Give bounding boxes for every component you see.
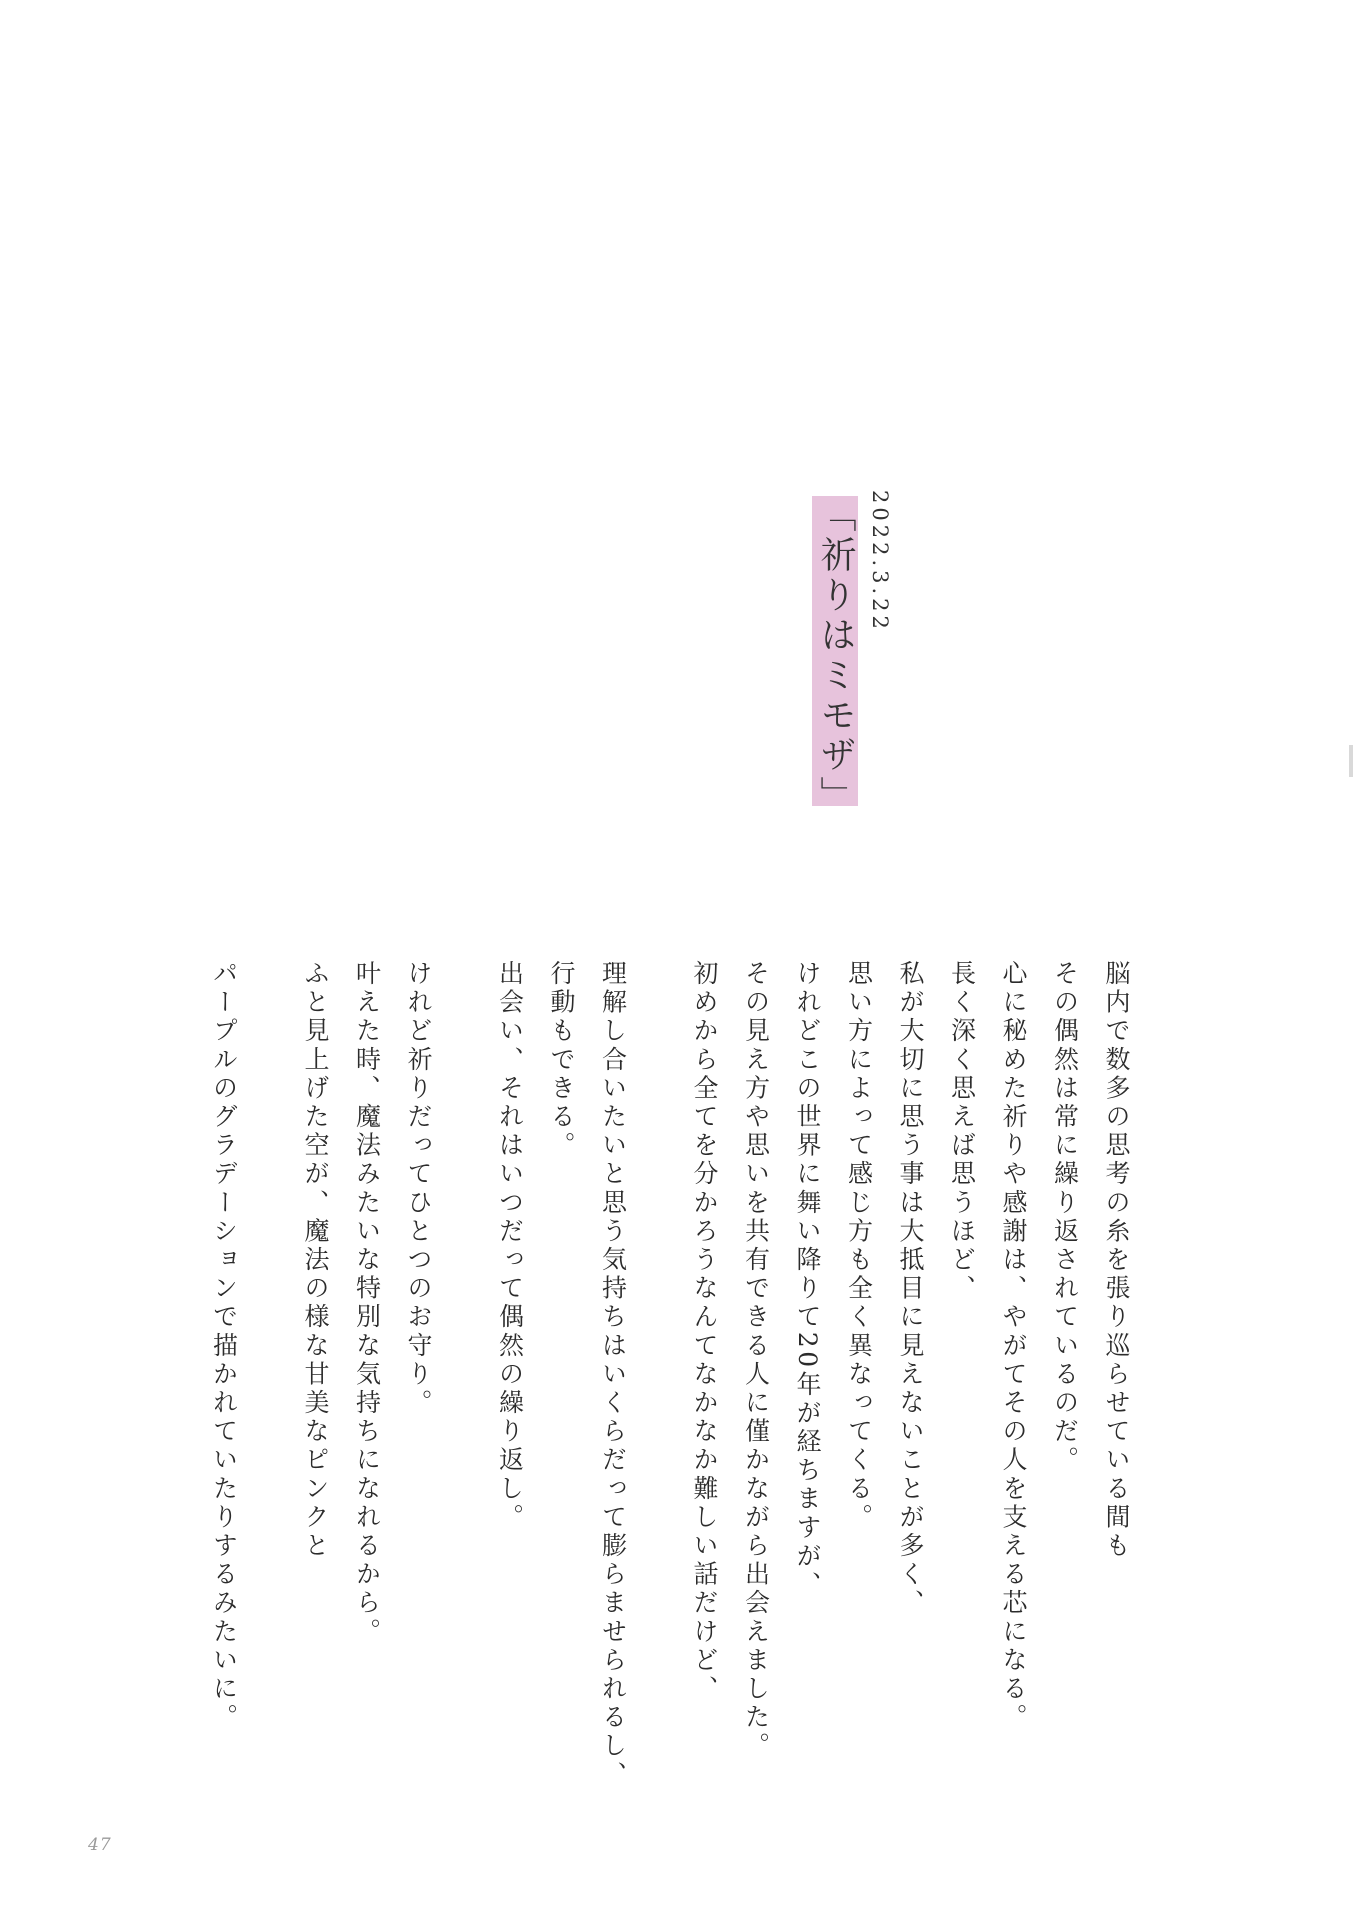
- body-line: 行動もできる。: [547, 960, 576, 1161]
- essay-title: 「祈りはミモザ」: [815, 496, 856, 816]
- body-line: その偶然は常に繰り返されているのだ。: [1050, 960, 1080, 1475]
- body-line: 初めから全てを分かろうなんてなかなか難しい話だけど、: [690, 960, 719, 1704]
- body-line: パープルのグラデーションで描かれていたりするみたいに。: [209, 960, 239, 1733]
- body-line: 出会い、それはいつだって偶然の繰り返し。: [495, 960, 525, 1532]
- essay-body: [198, 960, 1142, 1790]
- essay-date: 2022.3.22: [868, 490, 892, 633]
- body-line: 長く深く思えば思うほど、: [947, 960, 977, 1304]
- body-line: 叶えた時、魔法みたいな特別な気持ちになれるから。: [352, 960, 382, 1647]
- page-number: 47: [88, 1835, 112, 1855]
- body-line: 私が大切に思う事は大抵目に見えないことが多く、: [896, 960, 925, 1618]
- page-edge-marker: [1349, 745, 1353, 777]
- title-highlight: [812, 496, 858, 816]
- body-line: 心に秘めた祈りや感謝は、やがてその人を支える芯になる。: [999, 960, 1028, 1733]
- body-line: 脳内で数多の思考の糸を張り巡らせている間も: [1102, 960, 1131, 1561]
- body-line: けれど祈りだってひとつのお守り。: [404, 960, 433, 1418]
- body-line: けれどこの世界に舞い降りて20年が経ちますが、: [793, 960, 822, 1600]
- body-line: 理解し合いたいと思う気持ちはいくらだって膨らませられるし、: [598, 960, 628, 1790]
- body-line: その見え方や思いを共有できる人に僅かながら出会えました。: [741, 960, 771, 1761]
- body-line: ふと見上げた空が、魔法の様な甘美なピンクと: [301, 960, 330, 1561]
- body-line: 思い方によって感じ方も全く異なってくる。: [844, 960, 874, 1532]
